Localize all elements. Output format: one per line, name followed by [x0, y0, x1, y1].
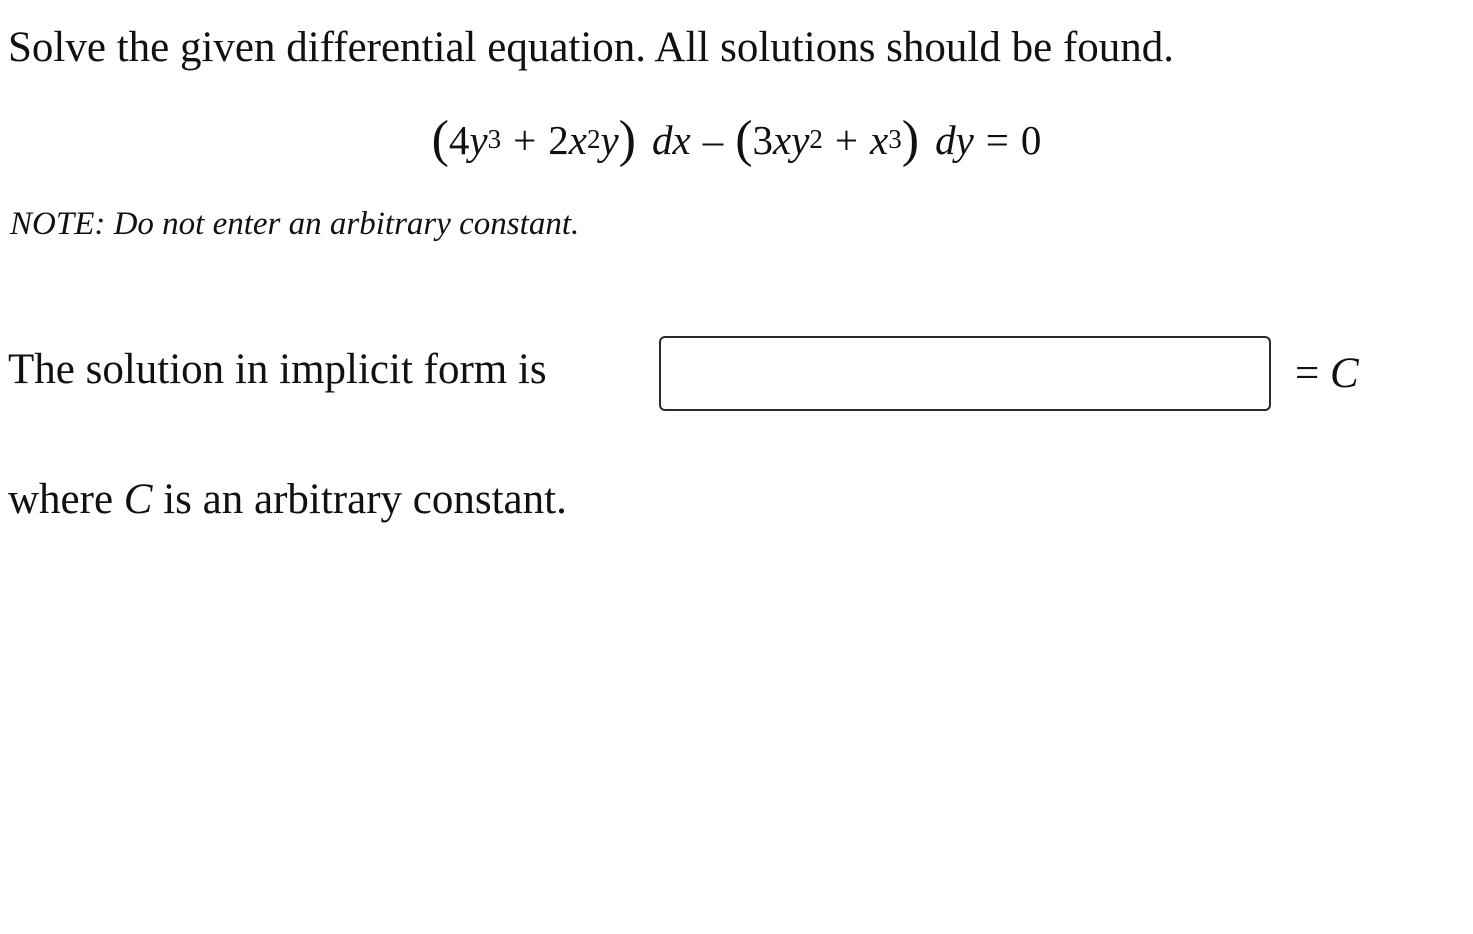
exponent: 2	[809, 124, 823, 154]
constant-c: C	[123, 476, 153, 523]
answer-row	[8, 336, 1458, 412]
constant-c: C	[1330, 350, 1359, 397]
variable-x: x	[870, 117, 889, 163]
constant-explanation	[8, 474, 567, 526]
open-paren: (	[735, 111, 753, 168]
equals-sign: =	[1295, 350, 1320, 397]
differential-dx: dx	[651, 117, 691, 163]
variable-y: y	[600, 117, 619, 163]
close-paren: )	[901, 111, 920, 168]
exponent: 3	[888, 124, 902, 154]
where-word: where	[8, 476, 114, 523]
answer-label: The solution in implicit form is	[8, 346, 547, 393]
coefficient: 4	[448, 117, 470, 163]
coefficient: 3	[752, 117, 774, 163]
plus-sign: +	[834, 117, 859, 163]
close-paren: )	[618, 111, 636, 168]
equals-constant	[1295, 348, 1359, 400]
plus-sign: +	[513, 117, 537, 163]
exponent: 3	[487, 124, 502, 154]
differential-equation	[0, 108, 1473, 170]
coefficient: 2	[548, 117, 569, 163]
note-text: NOTE: Do not enter an arbitrary constant.	[10, 206, 580, 242]
minus-sign: –	[702, 117, 724, 163]
exponent: 2	[586, 124, 601, 154]
constant-description: is an arbitrary constant.	[163, 476, 567, 523]
right-hand-side: 0	[1020, 117, 1042, 163]
answer-input[interactable]	[659, 336, 1271, 411]
open-paren: (	[431, 111, 449, 168]
variable-y: y	[469, 117, 488, 163]
variable-xy: xy	[773, 117, 810, 163]
problem-statement: Solve the given differential equation. All solutions should be found.	[8, 24, 1175, 71]
equals-sign: =	[985, 117, 1009, 163]
differential-dy: dy	[935, 117, 974, 163]
variable-x: x	[568, 117, 587, 163]
